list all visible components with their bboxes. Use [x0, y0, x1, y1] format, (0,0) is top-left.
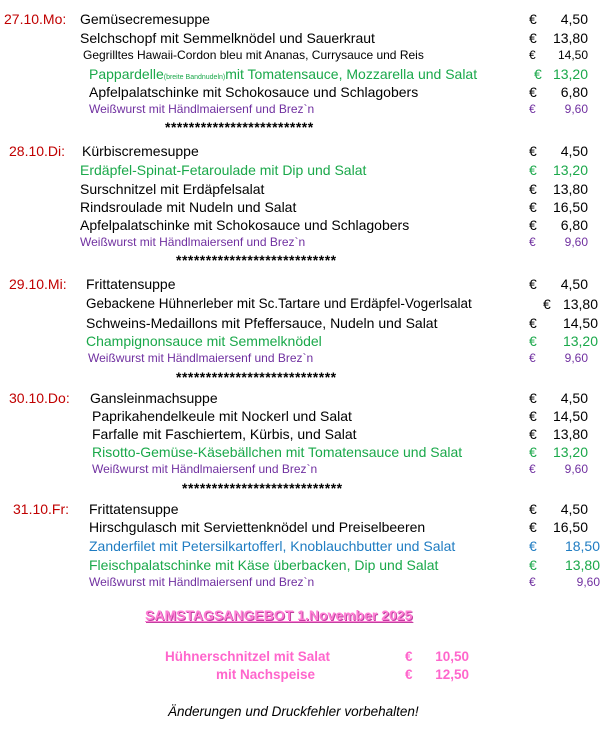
day-label: 29.10.Mi:: [9, 276, 67, 292]
euro-sign: €: [529, 426, 537, 442]
euro-sign: €: [405, 649, 413, 664]
menu-item-price: 13,20: [552, 162, 588, 178]
saturday-price-1: 10,50: [435, 649, 469, 664]
menu-item-name: Weißwurst mit Händlmaiersenf und Brez`n: [88, 351, 314, 365]
menu-item-name: Risotto-Gemüse-Käsebällchen mit Tomatensauce und Salat: [92, 444, 463, 460]
euro-sign: €: [529, 575, 536, 589]
day-label: 31.10.Fr:: [13, 501, 70, 517]
euro-sign: €: [529, 11, 537, 27]
euro-sign: €: [529, 102, 536, 116]
day-label: 27.10.Mo:: [4, 11, 67, 27]
menu-item-price: 16,50: [552, 519, 588, 535]
footer-disclaimer: Änderungen und Druckfehler vorbehalten!: [168, 704, 419, 719]
menu-item-price: 13,20: [562, 333, 598, 349]
menu-item-name: Fleischpalatschinke mit Käse überbacken, Dip und Salat: [89, 557, 439, 573]
menu-item-name: Weißwurst mit Händlmaiersenf und Brez`n: [92, 462, 318, 476]
menu-item-name: Weißwurst mit Händlmaiersenf und Brez`n: [80, 235, 306, 249]
euro-sign: €: [529, 519, 537, 535]
menu-item-name: Apfelpalatschinke mit Schokosauce und Schlagobers: [80, 217, 410, 233]
menu-item-price: 13,20: [552, 66, 588, 82]
menu-item-price: 9,60: [564, 351, 588, 365]
menu-item-price: 18,50: [564, 538, 600, 554]
euro-sign: €: [529, 143, 537, 159]
menu-item-name: Zanderfilet mit Petersilkartofferl, Knoblauchbutter und Salat: [89, 538, 456, 554]
menu-item-price: 13,20: [552, 444, 588, 460]
euro-sign: €: [529, 199, 537, 215]
euro-sign: €: [529, 501, 537, 517]
menu-item-name: Weißwurst mit Händlmaiersenf und Brez`n: [89, 102, 315, 116]
euro-sign: €: [529, 333, 537, 349]
euro-sign: €: [529, 217, 537, 233]
euro-sign: €: [534, 66, 542, 82]
menu-item-name: Schweins-Medaillons mit Pfeffersauce, Nudeln und Salat: [86, 315, 438, 331]
menu-item-price: 9,60: [576, 575, 600, 589]
menu-item-price: 9,60: [564, 102, 588, 116]
saturday-title: SAMSTAGSANGEBOT 1.November 2025: [145, 607, 413, 623]
menu-item-price: 13,80: [552, 426, 588, 442]
menu-item-price: 4,50: [560, 11, 588, 27]
menu-item-price: 9,60: [564, 462, 588, 476]
euro-sign: €: [529, 351, 536, 365]
saturday-price-2: 12,50: [435, 667, 469, 682]
euro-sign: €: [529, 390, 537, 406]
menu-item-price: 4,50: [560, 276, 588, 292]
separator-stars: ***************************: [182, 480, 343, 496]
menu-item-name: Kürbiscremesuppe: [82, 143, 199, 159]
menu-item-name: Hirschgulasch mit Serviettenknödel und Preiselbeeren: [89, 519, 426, 535]
menu-item-price: 4,50: [560, 390, 588, 406]
menu-item-name: Gegrilltes Hawaii-Cordon bleu mit Ananas, Currysauce und Reis: [83, 48, 424, 62]
menu-item-name: Erdäpfel-Spinat-Fetaroulade mit Dip und Salat: [80, 162, 367, 178]
separator-stars: *************************: [165, 119, 314, 135]
menu-item-name: Gemüsecremesuppe: [80, 11, 210, 27]
menu-item-price: 4,50: [560, 501, 588, 517]
menu-item-name: Apfelpalatschinke mit Schokosauce und Schlagobers: [89, 84, 419, 100]
euro-sign: €: [529, 30, 537, 46]
day-label: 30.10.Do:: [9, 390, 70, 406]
menu-item-price: 6,80: [560, 84, 588, 100]
menu-item-name: Rindsroulade mit Nudeln und Salat: [80, 199, 297, 215]
saturday-line-1: Hühnerschnitzel mit Salat: [165, 649, 331, 664]
euro-sign: €: [529, 538, 537, 554]
euro-sign: €: [529, 276, 537, 292]
saturday-line-2: mit Nachspeise: [216, 667, 316, 682]
menu-item-name: Gebackene Hühnerleber mit Sc.Tartare und Erdäpfel-Vogerlsalat: [86, 296, 472, 311]
euro-sign: €: [529, 315, 537, 331]
menu-item-name: Pappardelle(breite Bandnudeln)mit Tomatensauce, Mozzarella und Salat: [89, 66, 478, 82]
euro-sign: €: [529, 557, 537, 573]
euro-sign: €: [543, 296, 551, 312]
euro-sign: €: [529, 181, 537, 197]
menu-item-name: Surschnitzel mit Erdäpfelsalat: [80, 181, 265, 197]
separator-stars: ***************************: [176, 369, 337, 385]
euro-sign: €: [529, 462, 536, 476]
euro-sign: €: [529, 444, 537, 460]
euro-sign: €: [529, 162, 537, 178]
menu-item-name: Weißwurst mit Händlmaiersenf und Brez`n: [89, 575, 315, 589]
euro-sign: €: [529, 235, 536, 249]
menu-item-price: 13,80: [552, 30, 588, 46]
menu-item-price: 6,80: [560, 217, 588, 233]
menu-item-name: Frittatensuppe: [86, 276, 176, 292]
menu-item-price: 14,50: [552, 408, 588, 424]
menu-item-name: Paprikahendelkeule mit Nockerl und Salat: [92, 408, 352, 424]
euro-sign: €: [405, 667, 413, 682]
menu-item-name: Farfalle mit Faschiertem, Kürbis, und Salat: [92, 426, 357, 442]
separator-stars: ***************************: [176, 252, 337, 268]
menu-item-price: 16,50: [552, 199, 588, 215]
menu-item-price: 13,80: [564, 557, 600, 573]
menu-item-name: Selchschopf mit Semmelknödel und Sauerkraut: [80, 30, 375, 46]
menu-item-price: 4,50: [560, 143, 588, 159]
menu-item-price: 9,60: [564, 235, 588, 249]
menu-item-note: (breite Bandnudeln): [163, 74, 226, 81]
menu-item-price: 13,80: [552, 181, 588, 197]
euro-sign: €: [529, 48, 536, 62]
euro-sign: €: [529, 408, 537, 424]
menu-item-name: Frittatensuppe: [89, 501, 179, 517]
menu-item-price: 13,80: [562, 296, 598, 312]
menu-item-name: Champignonsauce mit Semmelknödel: [86, 333, 322, 349]
menu-item-name: Gansleinmachsuppe: [90, 390, 218, 406]
menu-item-price: 14,50: [557, 48, 588, 62]
euro-sign: €: [529, 84, 537, 100]
menu-item-price: 14,50: [562, 315, 598, 331]
day-label: 28.10.Di:: [9, 143, 66, 159]
